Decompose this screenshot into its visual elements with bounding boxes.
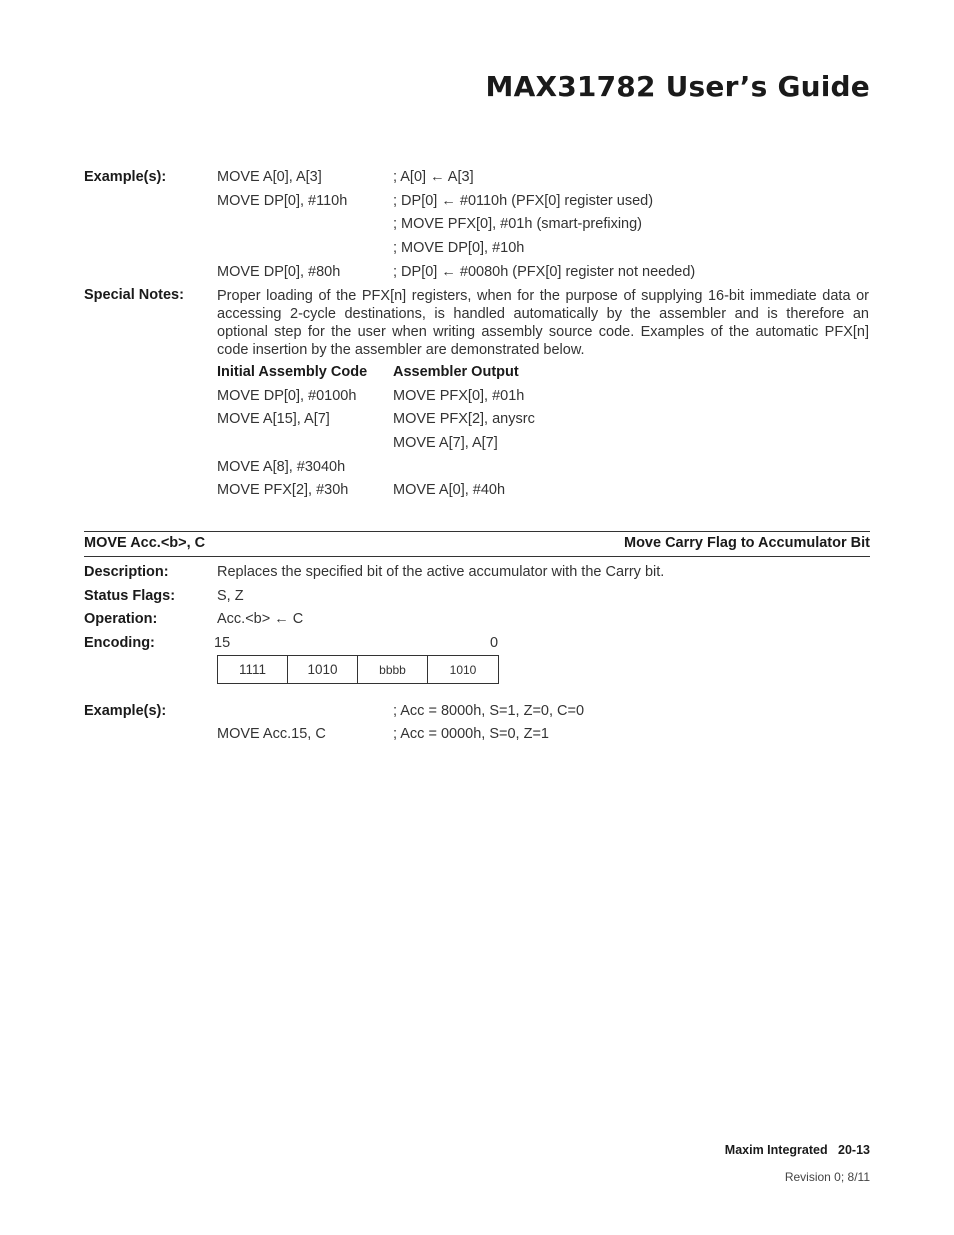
table-cell-initial: MOVE PFX[2], #30h — [217, 482, 349, 498]
example-comment: ; MOVE PFX[0], #01h (smart-prefixing) — [393, 216, 642, 232]
description-text: Replaces the specified bit of the active accumulator with the Carry bit. — [217, 564, 665, 580]
footer-company-page: Maxim Integrated 20-13 — [724, 1143, 870, 1157]
table-cell-output: MOVE PFX[0], #01h — [393, 388, 525, 404]
special-notes-text: Proper loading of the PFX[n] registers, when for the purpose of supplying 16-bit immediate data or accessing 2-cycle destinations, is handled automatically by the assembler and is therefore an optional step for the user when writing assembly source code. Examples of the automatic PFX[n] code insertion by the assembler are demonstrated below. — [217, 288, 869, 358]
encoding-msb: 15 — [214, 635, 231, 651]
table-cell-initial: MOVE A[8], #3040h — [217, 459, 346, 475]
example-code: MOVE DP[0], #80h — [217, 264, 341, 280]
page-title: MAX31782 User’s Guide — [485, 70, 870, 103]
encoding-cell: 1010 — [449, 662, 477, 677]
section-rule-bottom — [84, 556, 870, 557]
example-comment: ; MOVE DP[0], #10h — [393, 240, 525, 256]
table-header-initial: Initial Assembly Code — [217, 364, 368, 380]
encoding-cell: bbbb — [358, 656, 428, 683]
description-label: Description: — [84, 564, 169, 580]
example-comment: ; DP[0] ← #0080h (PFX[0] register not needed) — [393, 264, 696, 280]
example-code: MOVE Acc.15, C — [217, 726, 326, 742]
table-cell-output: MOVE A[0], #40h — [393, 482, 506, 498]
special-notes-label: Special Notes: — [84, 287, 184, 303]
operation-value: Acc.<b> ← C — [217, 611, 304, 627]
examples-label: Example(s): — [84, 703, 167, 719]
table-cell-initial: MOVE DP[0], #0100h — [217, 388, 357, 404]
example-comment: ; DP[0] ← #0110h (PFX[0] register used) — [393, 193, 654, 209]
encoding-cell: 1010 — [288, 656, 358, 683]
example-comment: ; Acc = 8000h, S=1, Z=0, C=0 — [393, 703, 585, 719]
example-comment: ; A[0] ← A[3] — [393, 169, 474, 185]
footer-revision: Revision 0; 8/11 — [784, 1170, 870, 1184]
instruction-heading: Move Carry Flag to Accumulator Bit — [623, 535, 870, 551]
section-rule-top — [84, 531, 870, 532]
status-flags-value: S, Z — [217, 588, 244, 604]
encoding-label: Encoding: — [84, 635, 155, 651]
example-code: MOVE A[0], A[3] — [217, 169, 322, 185]
table-cell-output: MOVE PFX[2], anysrc — [393, 411, 535, 427]
instruction-name: MOVE Acc.<b>, C — [84, 535, 206, 551]
example-comment: ; Acc = 0000h, S=0, Z=1 — [393, 726, 549, 742]
encoding-lsb: 0 — [490, 635, 499, 651]
encoding-cell: 1111 — [218, 656, 288, 683]
encoding-table — [217, 655, 499, 684]
example-code: MOVE DP[0], #110h — [217, 193, 348, 209]
operation-label: Operation: — [84, 611, 158, 627]
table-cell-output: MOVE A[7], A[7] — [393, 435, 498, 451]
table-header-output: Assembler Output — [393, 364, 519, 380]
status-flags-label: Status Flags: — [84, 588, 176, 604]
table-cell-initial: MOVE A[15], A[7] — [217, 411, 330, 427]
examples-label: Example(s): — [84, 169, 167, 185]
